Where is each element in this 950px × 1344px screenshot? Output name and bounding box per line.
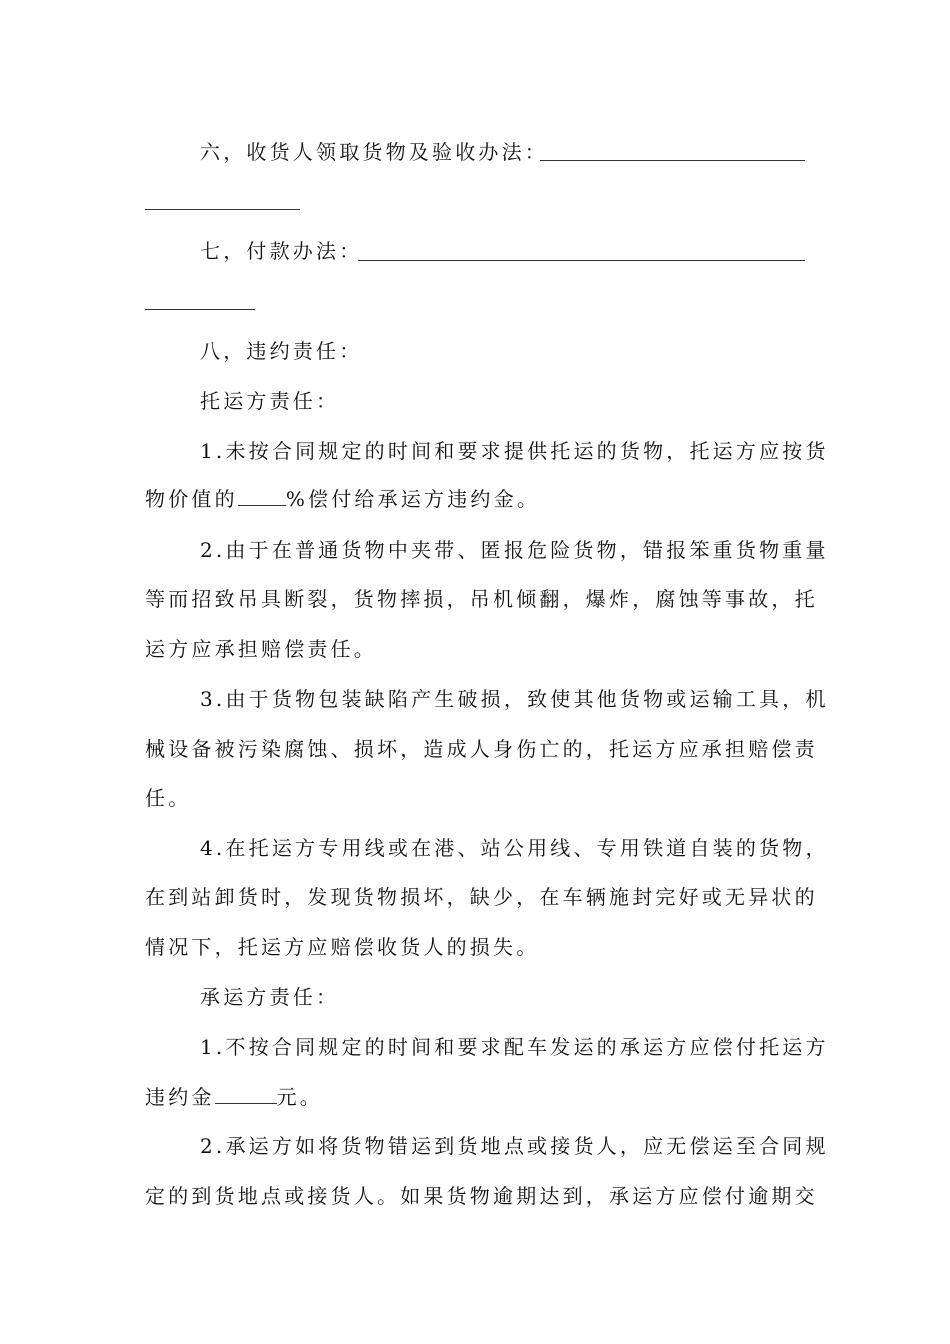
- shipper-item-4-line-2: 在到站卸货时，发现货物损坏，缺少，在车辆施封完好或无异状的: [145, 885, 818, 909]
- carrier-item-1-line-2: [145, 1082, 805, 1112]
- shipper-heading: 托运方责任：: [200, 389, 340, 413]
- shipper-item-4-line-1: 4.在托运方专用线或在港、站公用线、专用铁道自装的货物，: [200, 836, 829, 860]
- shipper-item-1-text-a: 物价值的: [145, 487, 238, 511]
- shipper-item-3-line-1: 3.由于货物包装缺陷产生破损，致使其他货物或运输工具，机: [200, 687, 829, 711]
- carrier-item-1-text-b: 元。: [276, 1085, 324, 1109]
- shipper-item-2-line-1: 2.由于在普通货物中夹带、匿报危险货物，错报笨重货物重量: [200, 538, 829, 562]
- shipper-item-1-text-b: %偿付给承运方违约金。: [285, 487, 541, 511]
- shipper-item-3-line-3: 任。: [145, 786, 192, 810]
- section-6-blank-line-2: [145, 209, 300, 210]
- percent-blank: [238, 485, 286, 506]
- section-7-blank-line-1: [358, 260, 805, 261]
- shipper-item-1-line-1: 1.未按合同规定的时间和要求提供托运的货物，托运方应按货: [200, 439, 829, 463]
- carrier-heading: 承运方责任：: [200, 985, 340, 1009]
- shipper-item-2-line-3: 运方应承担赔偿责任。: [145, 637, 377, 661]
- section-7-line: [200, 236, 805, 266]
- section-7-label: 七，付款办法：: [200, 239, 363, 263]
- carrier-item-2-line-2: 定的到货地点或接货人。如果货物逾期达到，承运方应偿付逾期交: [145, 1184, 818, 1208]
- section-6-label: 六，收货人领取货物及验收办法：: [200, 140, 548, 164]
- shipper-item-1-line-2: [145, 484, 805, 514]
- section-6-blank-line-1: [540, 160, 805, 161]
- shipper-item-4-line-3: 情况下，托运方应赔偿收货人的损失。: [145, 935, 540, 959]
- shipper-item-2-line-2: 等而招致吊具断裂，货物摔损，吊机倾翻，爆炸，腐蚀等事故，托: [145, 587, 818, 611]
- carrier-item-1-text-a: 违约金: [145, 1085, 215, 1109]
- section-7-blank-line-2: [145, 309, 255, 310]
- shipper-item-3-line-2: 械设备被污染腐蚀、损坏，造成人身伤亡的，托运方应承担赔偿责: [145, 737, 818, 761]
- section-8-title: 八，违约责任：: [200, 339, 363, 363]
- penalty-amount-blank: [215, 1083, 277, 1104]
- carrier-item-2-line-1: 2.承运方如将货物错运到货地点或接货人，应无偿运至合同规: [200, 1134, 829, 1158]
- carrier-item-1-line-1: 1.不按合同规定的时间和要求配车发运的承运方应偿付托运方: [200, 1035, 829, 1059]
- section-6-line: [200, 137, 805, 167]
